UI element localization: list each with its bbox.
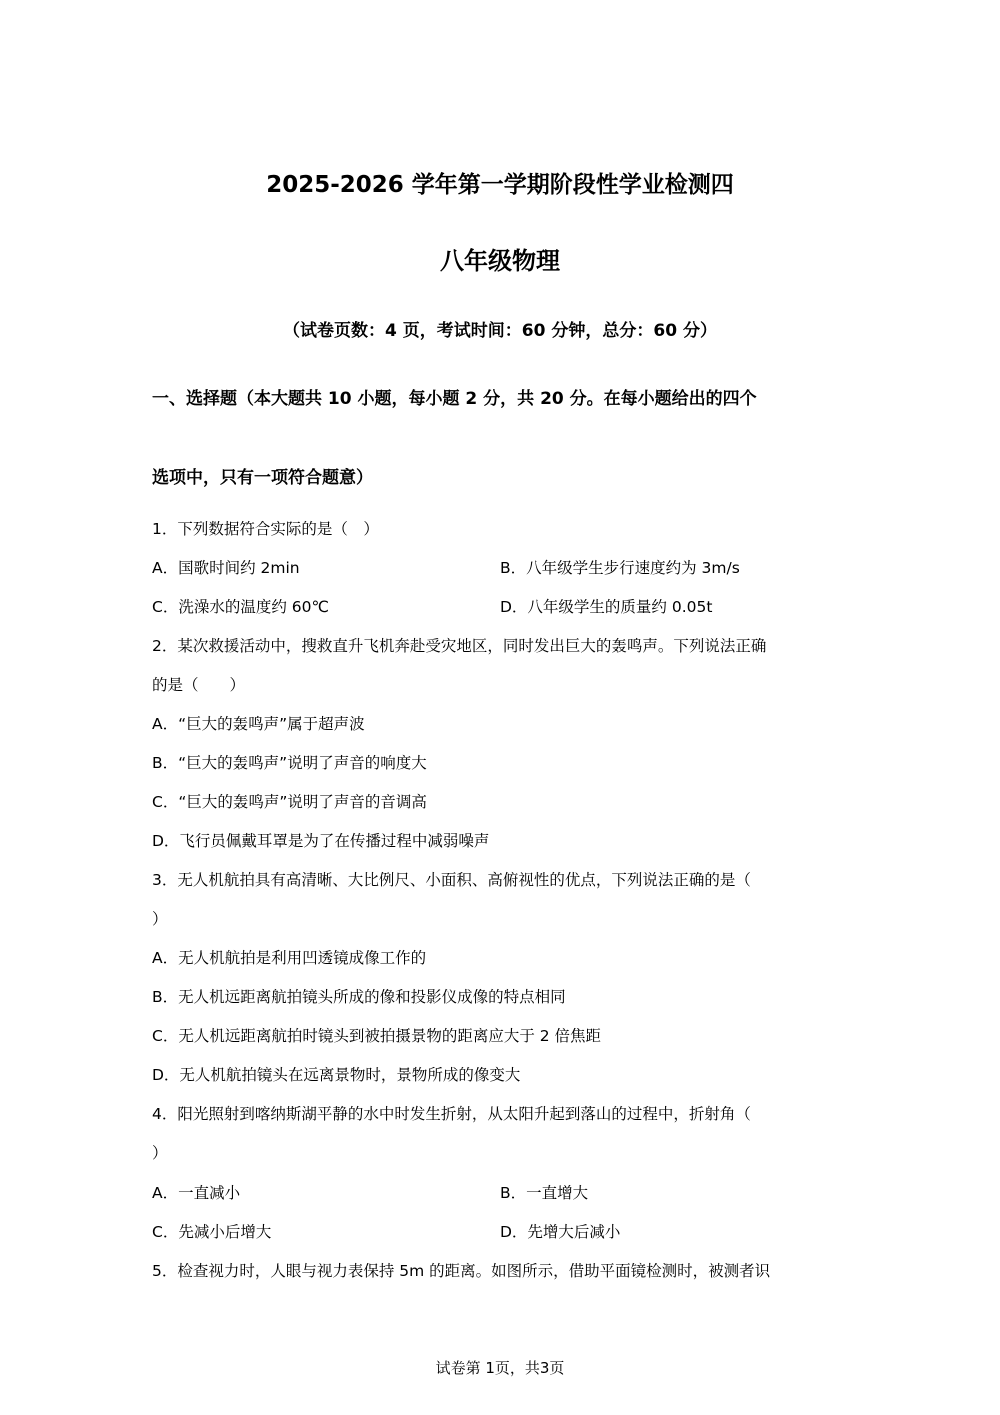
question-3-option-d: D．无人机航拍镜头在远离景物时，景物所成的像变大	[152, 1066, 521, 1084]
question-1-option-c: C．洗澡水的温度约 60℃	[152, 598, 329, 616]
question-1-stem: 1．下列数据符合实际的是（ ）	[152, 520, 379, 538]
question-5-stem-line-1: 5．检查视力时，人眼与视力表保持 5m 的距离。如图所示，借助平面镜检测时，被测者识	[152, 1262, 771, 1280]
question-2-option-b: B．“巨大的轰鸣声”说明了声音的响度大	[152, 754, 427, 772]
question-1-option-d: D．八年级学生的质量约 0.05t	[500, 598, 713, 616]
exam-subject: 八年级物理	[440, 247, 560, 275]
question-1-option-a: A．国歌时间约 2min	[152, 559, 300, 577]
section-heading-line-2: 选项中，只有一项符合题意）	[152, 468, 373, 488]
section-heading-line-1: 一、选择题（本大题共 10 小题，每小题 2 分，共 20 分。在每小题给出的四个	[152, 389, 757, 409]
question-4-stem-line-1: 4．阳光照射到喀纳斯湖平静的水中时发生折射，从太阳升起到落山的过程中，折射角（	[152, 1105, 751, 1123]
exam-title: 2025-2026 学年第一学期阶段性学业检测四	[266, 172, 734, 198]
question-2-stem-line-2: 的是（ ）	[152, 676, 246, 694]
question-3-option-b: B．无人机远距离航拍镜头所成的像和投影仪成像的特点相同	[152, 988, 566, 1006]
question-4-option-c: C．先减小后增大	[152, 1223, 272, 1241]
question-4-option-d: D．先增大后减小	[500, 1223, 621, 1241]
question-4-option-a: A．一直减小	[152, 1184, 241, 1202]
question-2-option-a: A．“巨大的轰鸣声”属于超声波	[152, 715, 365, 733]
question-3-option-c: C．无人机远距离航拍时镜头到被拍摄景物的距离应大于 2 倍焦距	[152, 1027, 602, 1045]
question-4-option-b: B．一直增大	[500, 1184, 589, 1202]
question-2-option-d: D．飞行员佩戴耳罩是为了在传播过程中减弱噪声	[152, 832, 490, 850]
question-3-stem-line-2: ）	[152, 910, 168, 928]
question-3-option-a: A．无人机航拍是利用凹透镜成像工作的	[152, 949, 427, 967]
question-1-option-b: B．八年级学生步行速度约为 3m/s	[500, 559, 740, 577]
page-footer: 试卷第 1页，共3页	[435, 1359, 565, 1377]
question-2-stem-line-1: 2．某次救援活动中，搜救直升飞机奔赴受灾地区，同时发出巨大的轰鸣声。下列说法正确	[152, 637, 767, 655]
exam-info: （试卷页数：4 页，考试时间：60 分钟，总分：60 分）	[283, 321, 717, 341]
question-2-option-c: C．“巨大的轰鸣声”说明了声音的音调高	[152, 793, 427, 811]
question-3-stem-line-1: 3．无人机航拍具有高清晰、大比例尺、小面积、高俯视性的优点，下列说法正确的是（	[152, 871, 751, 889]
question-4-stem-line-2: ）	[152, 1144, 168, 1162]
